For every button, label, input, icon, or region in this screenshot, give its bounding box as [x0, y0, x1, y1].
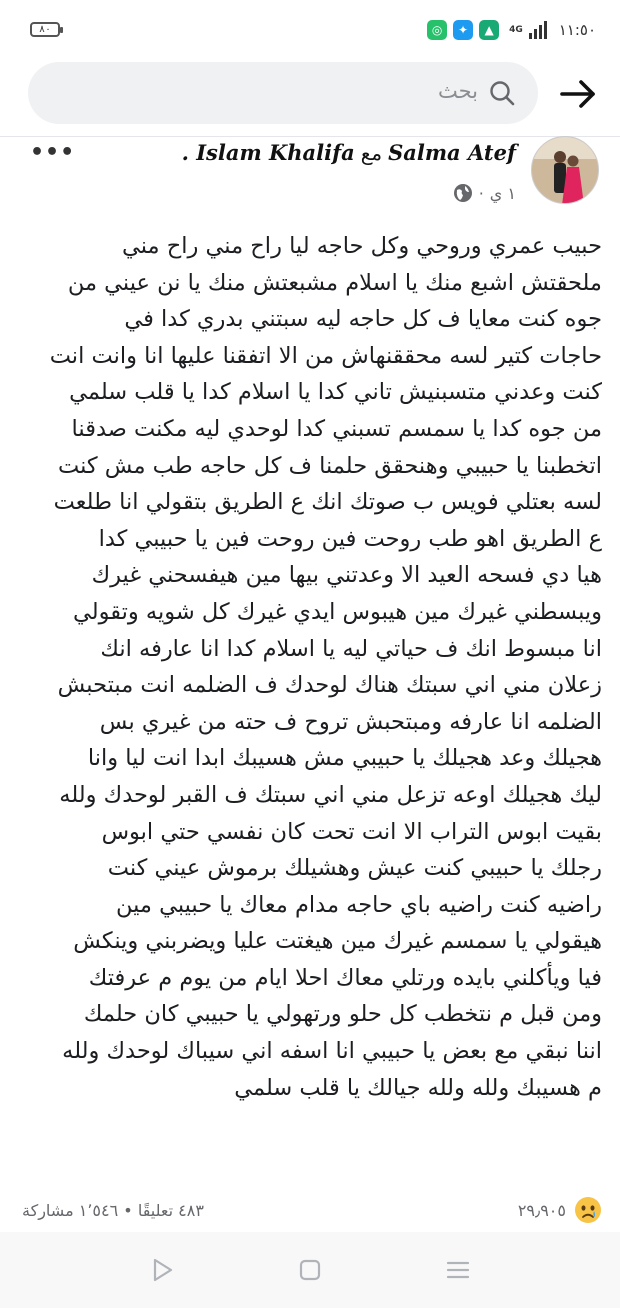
tagged-name[interactable]: Islam Khalifa [196, 140, 355, 165]
header-divider [0, 136, 620, 137]
navigation-bar [0, 1232, 620, 1308]
post-time: ١ ي [489, 183, 516, 203]
status-bar [0, 0, 620, 58]
home-square-icon[interactable] [296, 1256, 324, 1284]
avatar[interactable] [531, 136, 599, 204]
sad-face-icon[interactable] [574, 1196, 602, 1224]
gallery-icon: ▲ [479, 20, 499, 40]
twitter-icon: ✦ [453, 20, 473, 40]
with-label: مع [360, 141, 383, 165]
comments-shares[interactable]: ٤٨٣ تعليقًا • ١٬٥٤٦ مشاركة [22, 1201, 204, 1220]
avatar-image [532, 137, 599, 204]
post-author-line [182, 140, 516, 165]
post-body: حبيب عمري وروحي وكل حاجه ليا راح مني راح مني ملحقتش اشبع منك يا اسلام مشبعتش منك يا نن عيني من جوه كنت معايا ف كل حاجه ليه سبتني بدري كدا في حاجات كتير لسه محققنهاش من الا اتفقنا عليها انا وانت انت كنت وعدني متسبنيش تاني كدا يا اسلام كدا يا قلب سلمي من جوه كدا يا سمسم تسبني كدا لوحدي ليه مكنت صدقنا اتخطبنا يا حبيبي وهنحقق حلمنا ف كل حاجه طب مش كنت لسه بعتلي فويس ب صوتك انك ع الطريق بتقولي انا طلعت ع الطريق اهو طب روحت فين روحت فين يا حبيبي كدا هيا دي فسحه العيد الا وعدتني بيها مين هيفسحني غيرك ويبسطني غيرك مين هيبوس ايدي غيرك كل شويه وتقولي انا مبسوط انك ف حياتي ليه يا اسلام كدا انا عارفه انك زعلان مني اني سبتك هناك لوحدك ف الضلمه انت مبتحبش الضلمه انا عارفه ومبتحبش تروح ف حته من غيري بس هجيلك وعد هجيلك يا حبيبي مش هسيبك ابدا انت ليا وانا ليك هجيلك اوعه تزعل مني اني سبتك ف القبر لوحدك ولله بقيت ابوس التراب الا انت تحت كان نفسي حتي ابوس رجلك يا حبيبي كنت عيش وهشيلك برموش عيني كنت راضيه كنت راضيه باي حاجه مدام معاك يا حبيبي مين هيقولي يا سمسم غيرك مين هيغتت عليا ويضربني وينكش فيا ويأكلني بايده ورتلي معاك احلا ايام من يوم م عرفتك ومن قبل م نتخطب كل حلو ورتهولي يا حبيبي كان حلمك اننا نبقي مع بعض يا حبيبي انا اسفه اني سيباك لوحدك ولله م هسيبك ولله ولله جيالك يا قلب سلمي [49, 233, 602, 1101]
globe-icon [453, 183, 473, 203]
author-tail: . [181, 140, 189, 165]
post-stats [18, 1196, 602, 1228]
search-input[interactable] [28, 62, 538, 124]
author-name[interactable]: Salma Atef [388, 140, 516, 165]
menu-lines-icon[interactable] [444, 1256, 472, 1284]
clock: ١١:٥٠ [558, 21, 596, 39]
whatsapp-icon: ◎ [427, 20, 447, 40]
meta-separator: · [478, 183, 484, 203]
signal-icon [529, 21, 547, 39]
network-type: 4G [509, 24, 523, 35]
battery-indicator: ٨٠ [30, 22, 60, 37]
search-placeholder: بحث [437, 79, 478, 103]
reaction-count[interactable]: ٢٩٫٩٠٥ [517, 1201, 566, 1220]
post-meta [453, 180, 516, 206]
search-icon [488, 79, 516, 107]
status-icons [427, 18, 596, 42]
back-triangle-icon[interactable] [148, 1256, 176, 1284]
more-dots-icon[interactable]: ••• [30, 140, 76, 165]
arrow-right-icon[interactable] [556, 72, 600, 116]
